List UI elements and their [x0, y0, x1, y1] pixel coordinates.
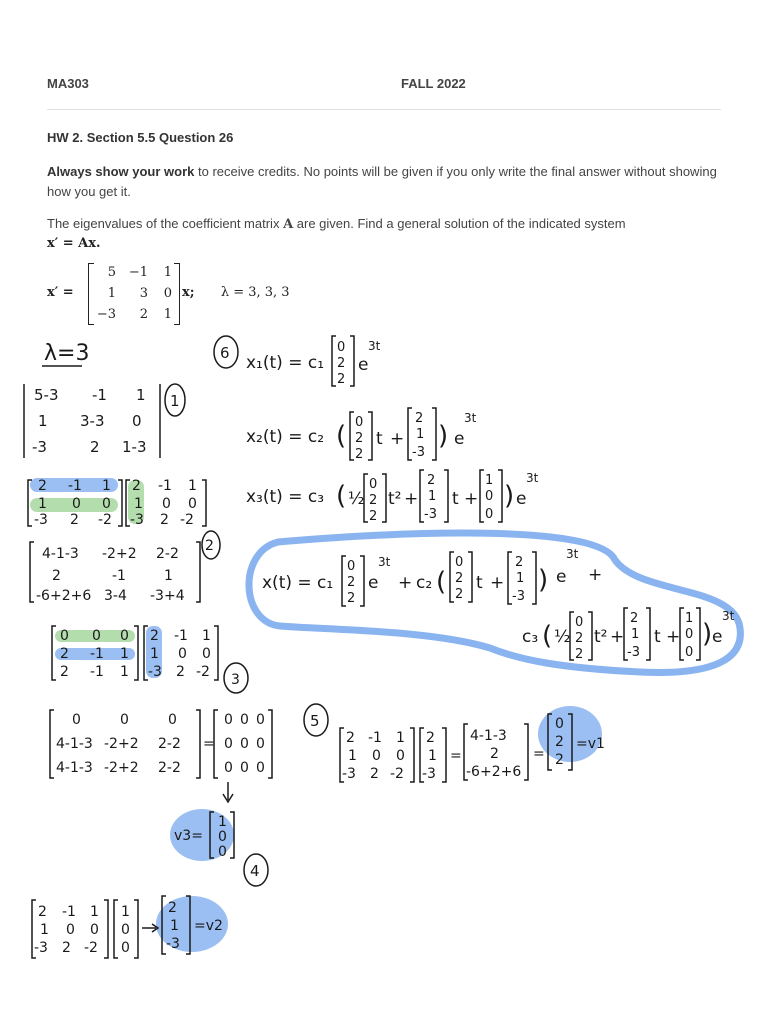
plus: + [464, 489, 479, 509]
product-3 [50, 710, 272, 778]
cell: -2 [390, 766, 404, 782]
problem-prompt [47, 214, 727, 235]
bracket [202, 480, 206, 526]
cell: -2+2 [104, 760, 139, 776]
cell: -3 [342, 766, 356, 782]
exp-base: e [358, 355, 369, 375]
cell: 2 [176, 664, 185, 680]
cell: 0 [240, 760, 249, 776]
v1-label: =v1 [576, 736, 605, 752]
cell: 0 [224, 760, 233, 776]
cell: 2 [427, 473, 436, 488]
matrix-cell: 0 [163, 286, 172, 301]
cell: 2 [60, 646, 69, 662]
cell: -3 [512, 589, 525, 604]
cell: 0 [555, 716, 564, 732]
paren: ) [438, 421, 449, 451]
t-squared: t² [388, 489, 402, 509]
cell: 2 [60, 664, 69, 680]
cell: 2-2 [158, 760, 181, 776]
bracket [468, 552, 472, 602]
step-number: 1 [170, 392, 180, 410]
matrix-cell: −3 [96, 307, 116, 322]
bracket [350, 412, 354, 460]
bracket [444, 470, 448, 522]
cell: 2 [52, 568, 61, 584]
product-2 [30, 542, 200, 604]
cell: 2 [90, 438, 100, 456]
cell: 2 [455, 587, 464, 602]
bracket [410, 728, 414, 782]
paren: ) [538, 565, 549, 595]
coefficient-matrix [88, 263, 180, 325]
cell: 0 [240, 736, 249, 752]
x2-label: x₂(t) = c₂ [246, 427, 325, 447]
cell: 0 [369, 477, 378, 492]
cell: 0 [121, 940, 130, 956]
cell: 1 [631, 627, 640, 642]
cell: -3 [148, 664, 162, 680]
cell: 0 [372, 748, 381, 764]
plus: + [588, 565, 603, 585]
cell: -1 [174, 628, 188, 644]
bracket [696, 608, 700, 660]
bracket [570, 612, 574, 660]
cell: -3 [166, 936, 180, 952]
cell: 2-2 [158, 736, 181, 752]
cell: 0 [218, 844, 227, 860]
cell: -2+2 [104, 736, 139, 752]
cell: 0 [102, 496, 111, 512]
matrix-cell: 3 [139, 286, 148, 301]
cell: 3-4 [104, 588, 127, 604]
cell: 0 [337, 340, 346, 355]
exp-base: e [712, 627, 723, 647]
step-number: 6 [220, 344, 230, 362]
bracket [364, 474, 368, 522]
cell: 2 [38, 478, 47, 494]
cell: 2 [150, 628, 159, 644]
step-number: 2 [205, 538, 214, 554]
bracket [588, 612, 592, 660]
cell: 2 [415, 411, 424, 426]
cell: 0 [485, 507, 494, 522]
cell: 0 [72, 496, 81, 512]
bracket [104, 900, 108, 958]
instructions-bold: Always show your work [47, 164, 195, 179]
equals: = [533, 746, 545, 762]
bracket [268, 710, 272, 778]
bracket [382, 474, 386, 522]
general-c3: c₃ [522, 627, 539, 647]
cell: 2 [62, 940, 71, 956]
cell: -1 [158, 478, 172, 494]
paren: ( [336, 481, 347, 511]
cell: 1 [90, 904, 99, 920]
cell: 0 [256, 760, 265, 776]
cell: 1 [516, 571, 525, 586]
x1-label: x₁(t) = c₁ [246, 353, 325, 373]
cell: 0 [92, 628, 101, 644]
cell: 2 [575, 631, 584, 646]
equals: = [203, 736, 215, 752]
cell: 5-3 [34, 386, 59, 404]
bracket [646, 608, 650, 660]
half: ½ [348, 489, 365, 509]
plus: + [404, 489, 419, 509]
cell: 4-1-3 [42, 546, 79, 562]
step-number: 4 [250, 862, 260, 880]
bracket [480, 470, 484, 522]
cell: 1-3 [122, 438, 147, 456]
matrix-cell: 2 [139, 307, 148, 322]
cell: 2 [160, 512, 169, 528]
cell: 2 [370, 766, 379, 782]
cell: 0 [188, 496, 197, 512]
t-var: t [476, 573, 483, 593]
cell: -1 [368, 730, 382, 746]
cell: 0 [121, 922, 130, 938]
paren: ) [504, 481, 515, 511]
cell: 0 [355, 415, 364, 430]
cell: 0 [396, 748, 405, 764]
cell: 0 [224, 736, 233, 752]
bracket [134, 900, 138, 958]
exp-power: 3t [722, 609, 735, 623]
cell: 2 [455, 571, 464, 586]
matrix-cell: −1 [128, 265, 148, 280]
cell: 1 [202, 628, 211, 644]
equals: = [450, 748, 462, 764]
cell: 2 [168, 900, 177, 916]
system-lhs [47, 285, 74, 300]
cell: 1 [485, 473, 494, 488]
cell: 4-1-3 [56, 736, 93, 752]
cell: -2 [180, 512, 194, 528]
cell: 2 [337, 372, 346, 387]
cell: 1 [428, 489, 437, 504]
cell: 0 [575, 615, 584, 630]
cell: 2 [355, 431, 364, 446]
half: ½ [554, 627, 571, 647]
cell: 0 [120, 628, 129, 644]
cell: 1 [134, 496, 143, 512]
bracket [680, 608, 684, 660]
general-c2: c₂ [416, 573, 433, 593]
prompt-after: are given. Find a general solution of the indicated system [293, 216, 626, 231]
bracket [214, 626, 218, 680]
bracket [30, 542, 34, 602]
prompt-matrix-symbol: A [283, 217, 294, 232]
exp-power: 3t [566, 547, 579, 561]
t-var: t [654, 627, 661, 647]
cell: 2 [555, 752, 564, 768]
cell: 1 [348, 748, 357, 764]
bracket [360, 556, 364, 606]
cell: 1 [38, 496, 47, 512]
cell: 0 [178, 646, 187, 662]
cell: 2 [38, 904, 47, 920]
x3-label: x₃(t) = c₃ [246, 487, 325, 507]
cell: -1 [90, 646, 104, 662]
exp-power: 3t [368, 339, 381, 353]
bracket [450, 552, 454, 602]
cell: -3 [130, 512, 144, 528]
cell: 2 [355, 447, 364, 462]
matrix-cell: 1 [107, 286, 116, 301]
plus: + [398, 573, 413, 593]
step-number: 3 [231, 672, 240, 688]
bracket [432, 408, 436, 460]
cell: 3-3 [80, 412, 105, 430]
bracket [196, 542, 200, 602]
cell: 0 [685, 627, 694, 642]
solution-x2 [246, 408, 477, 462]
bracket [118, 480, 122, 526]
cell: -3 [34, 512, 48, 528]
eigenvalues: λ = 3, 3, 3 [220, 285, 290, 300]
cell: 1 [121, 904, 130, 920]
system-rhs-text: x; [182, 285, 195, 300]
cell: 0 [120, 712, 129, 728]
bracket [350, 336, 354, 386]
matrix-cell: 5 [107, 265, 116, 280]
cell: 0 [72, 712, 81, 728]
cell: 1 [40, 922, 49, 938]
cell: -1 [92, 386, 107, 404]
cell: 1 [170, 918, 179, 934]
cell: 2 [426, 730, 435, 746]
cell: 2 [132, 478, 141, 494]
cell: 1 [136, 386, 146, 404]
cell: 0 [218, 829, 227, 845]
cell: 2 [346, 730, 355, 746]
bracket [196, 710, 200, 778]
bracket [214, 710, 218, 778]
plus: + [666, 627, 681, 647]
cell: -1 [112, 568, 126, 584]
instructions-text: to receive credits. No points will be given if you only write the final answer without showing how you get it. [47, 164, 717, 199]
system-rhs [182, 285, 290, 300]
exp-power: 3t [378, 555, 391, 569]
cell: -3 [34, 940, 48, 956]
exp-power: 3t [464, 411, 477, 425]
cell: 2 [575, 647, 584, 662]
course-code: MA303 [47, 76, 89, 91]
cell: 2 [337, 356, 346, 371]
term-label: FALL 2022 [401, 76, 466, 91]
header-divider [47, 109, 721, 110]
plus: + [610, 627, 625, 647]
cell: 1 [102, 478, 111, 494]
bracket [498, 470, 502, 522]
exp-power: 3t [526, 471, 539, 485]
bracket [50, 710, 54, 778]
cell: 0 [132, 412, 142, 430]
matrix-right-bracket [174, 263, 180, 325]
cell: 1 [150, 646, 159, 662]
cell: -2+2 [102, 546, 137, 562]
t-squared: t² [594, 627, 608, 647]
cell: -6+2+6 [466, 764, 522, 780]
cell: -6+2+6 [36, 588, 92, 604]
cell: 4-1-3 [470, 728, 507, 744]
bracket [114, 900, 118, 958]
cell: 1 [38, 412, 48, 430]
system-equation-text: x′ = Ax. [47, 236, 101, 251]
cell: -3 [412, 445, 425, 460]
cell: 0 [202, 646, 211, 662]
exp-base: e [368, 573, 379, 593]
cell: 1 [396, 730, 405, 746]
det-matrix [24, 384, 160, 458]
cell: 1 [218, 814, 227, 830]
cell: 2 [347, 591, 356, 606]
cell: 1 [120, 664, 129, 680]
cell: 0 [685, 645, 694, 660]
general-solution [262, 547, 735, 662]
plus: + [490, 573, 505, 593]
bracket [368, 412, 372, 460]
paren: ( [336, 421, 347, 451]
bracket [342, 556, 346, 606]
cell: 2 [70, 512, 79, 528]
assignment-title: HW 2. Section 5.5 Question 26 [47, 130, 234, 145]
system-equation [47, 236, 101, 251]
cell: 0 [168, 712, 177, 728]
paren: ( [542, 621, 553, 651]
cell: -3 [424, 507, 437, 522]
cell: -2 [98, 512, 112, 528]
cell: -3+4 [150, 588, 185, 604]
eigen-label: λ=3 [44, 341, 90, 366]
exp-base: e [516, 489, 527, 509]
cell: 0 [66, 922, 75, 938]
cell: -3 [422, 766, 436, 782]
paren: ) [702, 619, 713, 649]
cell: -2 [84, 940, 98, 956]
cell: 2 [555, 734, 564, 750]
bracket [332, 336, 336, 386]
solution-x1 [246, 336, 381, 387]
cell: 0 [347, 559, 356, 574]
bracket [532, 552, 536, 604]
cell: -1 [90, 664, 104, 680]
cell: 2 [369, 509, 378, 524]
exp-base: e [454, 429, 465, 449]
handwritten-solution [0, 330, 768, 1024]
cell: 2 [369, 493, 378, 508]
cell: 4-1-3 [56, 760, 93, 776]
paren: ( [436, 567, 447, 597]
cell: 0 [162, 496, 171, 512]
cell: 2 [630, 611, 639, 626]
bracket [442, 728, 446, 782]
cell: 2 [515, 555, 524, 570]
cell: 1 [428, 748, 437, 764]
cell: 1 [188, 478, 197, 494]
cell: -1 [68, 478, 82, 494]
cell: 2-2 [156, 546, 179, 562]
cell: -3 [627, 645, 640, 660]
cell: 1 [164, 568, 173, 584]
instructions [47, 162, 727, 202]
matrix-cell: 1 [163, 307, 172, 322]
matrix-cell: 1 [163, 265, 172, 280]
t-var: t [452, 489, 459, 509]
bracket [524, 724, 528, 780]
solution-outline [249, 533, 740, 672]
v2-label: =v2 [194, 918, 223, 934]
plus: + [390, 429, 405, 449]
cell: 0 [455, 555, 464, 570]
v3-label: v3= [174, 828, 203, 844]
general-label: x(t) = c₁ [262, 573, 334, 593]
cell: 0 [256, 736, 265, 752]
t-var: t [376, 429, 383, 449]
cell: -1 [62, 904, 76, 920]
exp-base: e [556, 567, 567, 587]
cell: 1 [120, 646, 129, 662]
cell: 2 [490, 746, 499, 762]
cell: 2 [347, 575, 356, 590]
cell: 0 [224, 712, 233, 728]
cell: -3 [32, 438, 47, 456]
system-lhs-text: x′ = [47, 285, 74, 300]
prompt-before: The eigenvalues of the coefficient matrix [47, 216, 284, 231]
cell: 0 [256, 712, 265, 728]
cell: 0 [485, 489, 494, 504]
solution-x3 [246, 470, 539, 524]
cell: 0 [60, 628, 69, 644]
cell: 1 [685, 611, 694, 626]
cell: 0 [240, 712, 249, 728]
step-number: 5 [310, 712, 320, 730]
cell: 0 [90, 922, 99, 938]
cell: 1 [416, 427, 425, 442]
cell: -2 [196, 664, 210, 680]
